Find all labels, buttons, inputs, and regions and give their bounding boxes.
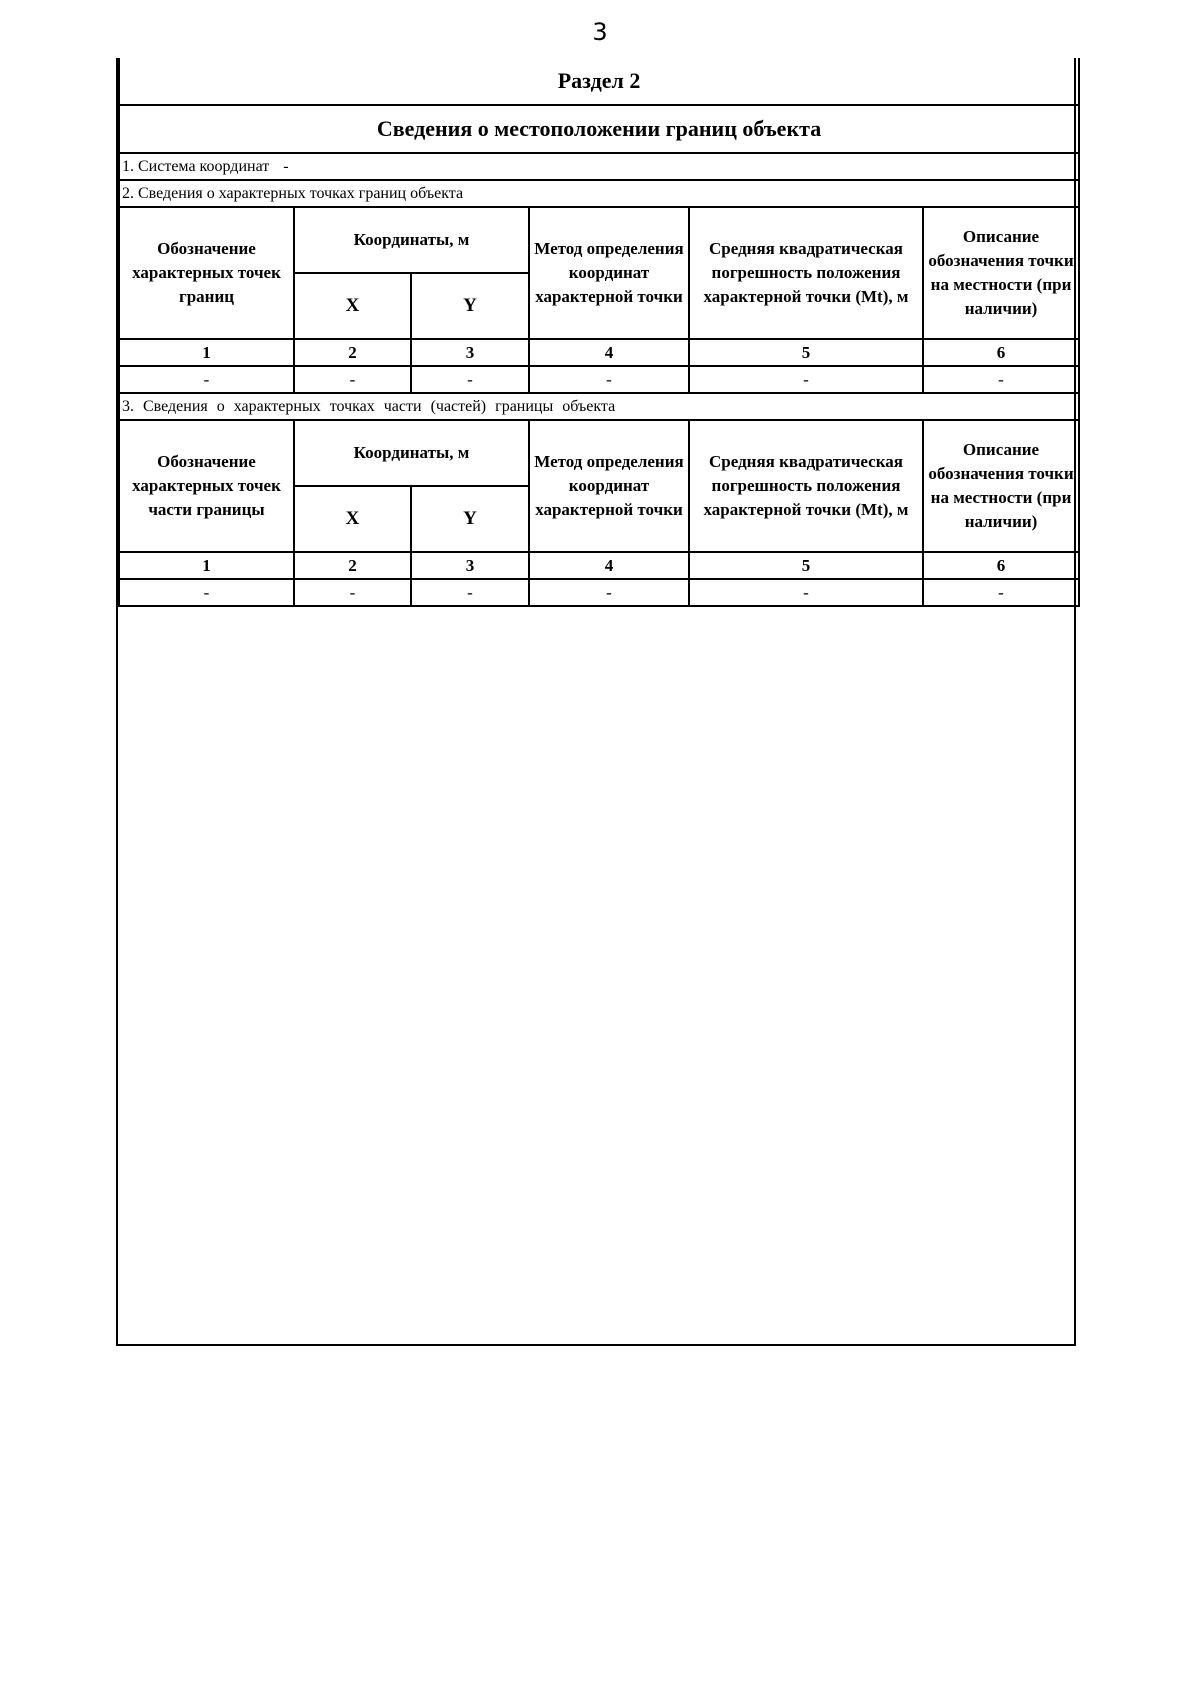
table2-cell: - — [529, 579, 689, 606]
table2-colnum-4: 4 — [529, 552, 689, 579]
table2-cell: - — [119, 579, 294, 606]
table2-header-coordinates: Координаты, м — [294, 420, 529, 486]
table2-header-y: Y — [411, 486, 529, 552]
table-row — [119, 579, 1079, 606]
table2-caption: 3. Сведения о характерных точках части (частей) границы объекта — [119, 393, 1079, 420]
table2-colnum-2: 2 — [294, 552, 411, 579]
page-number: 3 — [592, 18, 608, 46]
table2-header-x: X — [294, 486, 411, 552]
table1-header-description: Описание обозначения точки на местности (при наличии) — [923, 207, 1079, 339]
table1-header-y: Y — [411, 273, 529, 339]
table-row — [119, 366, 1079, 393]
section-frame — [116, 58, 1076, 1346]
table2-header-designation: Обозначение характерных точек части границы — [119, 420, 294, 552]
table1-header-method: Метод определения координат характерной точки — [529, 207, 689, 339]
table1-colnum-3: 3 — [411, 339, 529, 366]
coordinate-system-label: 1. Система координат — [122, 157, 270, 175]
section-title: Раздел 2 — [119, 58, 1079, 105]
table2-header-accuracy: Средняя квадратическая погрешность положения характерной точки (Mt), м — [689, 420, 923, 552]
table2-header-description: Описание обозначения точки на местности (при наличии) — [923, 420, 1079, 552]
table1-header-coordinates: Координаты, м — [294, 207, 529, 273]
table1-column-numbers — [119, 339, 1079, 366]
table2-cell: - — [923, 579, 1079, 606]
coordinate-system-row — [119, 153, 1079, 180]
table2-header-method: Метод определения координат характерной точки — [529, 420, 689, 552]
table1-cell: - — [689, 366, 923, 393]
table1-header-designation: Обозначение характерных точек границ — [119, 207, 294, 339]
table2-cell: - — [689, 579, 923, 606]
table1-colnum-1: 1 — [119, 339, 294, 366]
coordinate-system-value: - — [283, 157, 289, 175]
table1-cell: - — [923, 366, 1079, 393]
table1-colnum-5: 5 — [689, 339, 923, 366]
table1-cell: - — [529, 366, 689, 393]
table2-column-numbers — [119, 552, 1079, 579]
table1-colnum-6: 6 — [923, 339, 1079, 366]
table1-cell: - — [294, 366, 411, 393]
table2-colnum-3: 3 — [411, 552, 529, 579]
table2-cell: - — [411, 579, 529, 606]
table1-colnum-4: 4 — [529, 339, 689, 366]
table1-header-accuracy: Средняя квадратическая погрешность положения характерной точки (Mt), м — [689, 207, 923, 339]
table1-caption: 2. Сведения о характерных точках границ объекта — [119, 180, 1079, 207]
table2-colnum-5: 5 — [689, 552, 923, 579]
boundary-table — [118, 58, 1080, 607]
table2-colnum-1: 1 — [119, 552, 294, 579]
table1-header-x: X — [294, 273, 411, 339]
section-subtitle: Сведения о местоположении границ объекта — [119, 105, 1079, 153]
table2-cell: - — [294, 579, 411, 606]
table2-colnum-6: 6 — [923, 552, 1079, 579]
table1-cell: - — [119, 366, 294, 393]
table1-cell: - — [411, 366, 529, 393]
table1-colnum-2: 2 — [294, 339, 411, 366]
